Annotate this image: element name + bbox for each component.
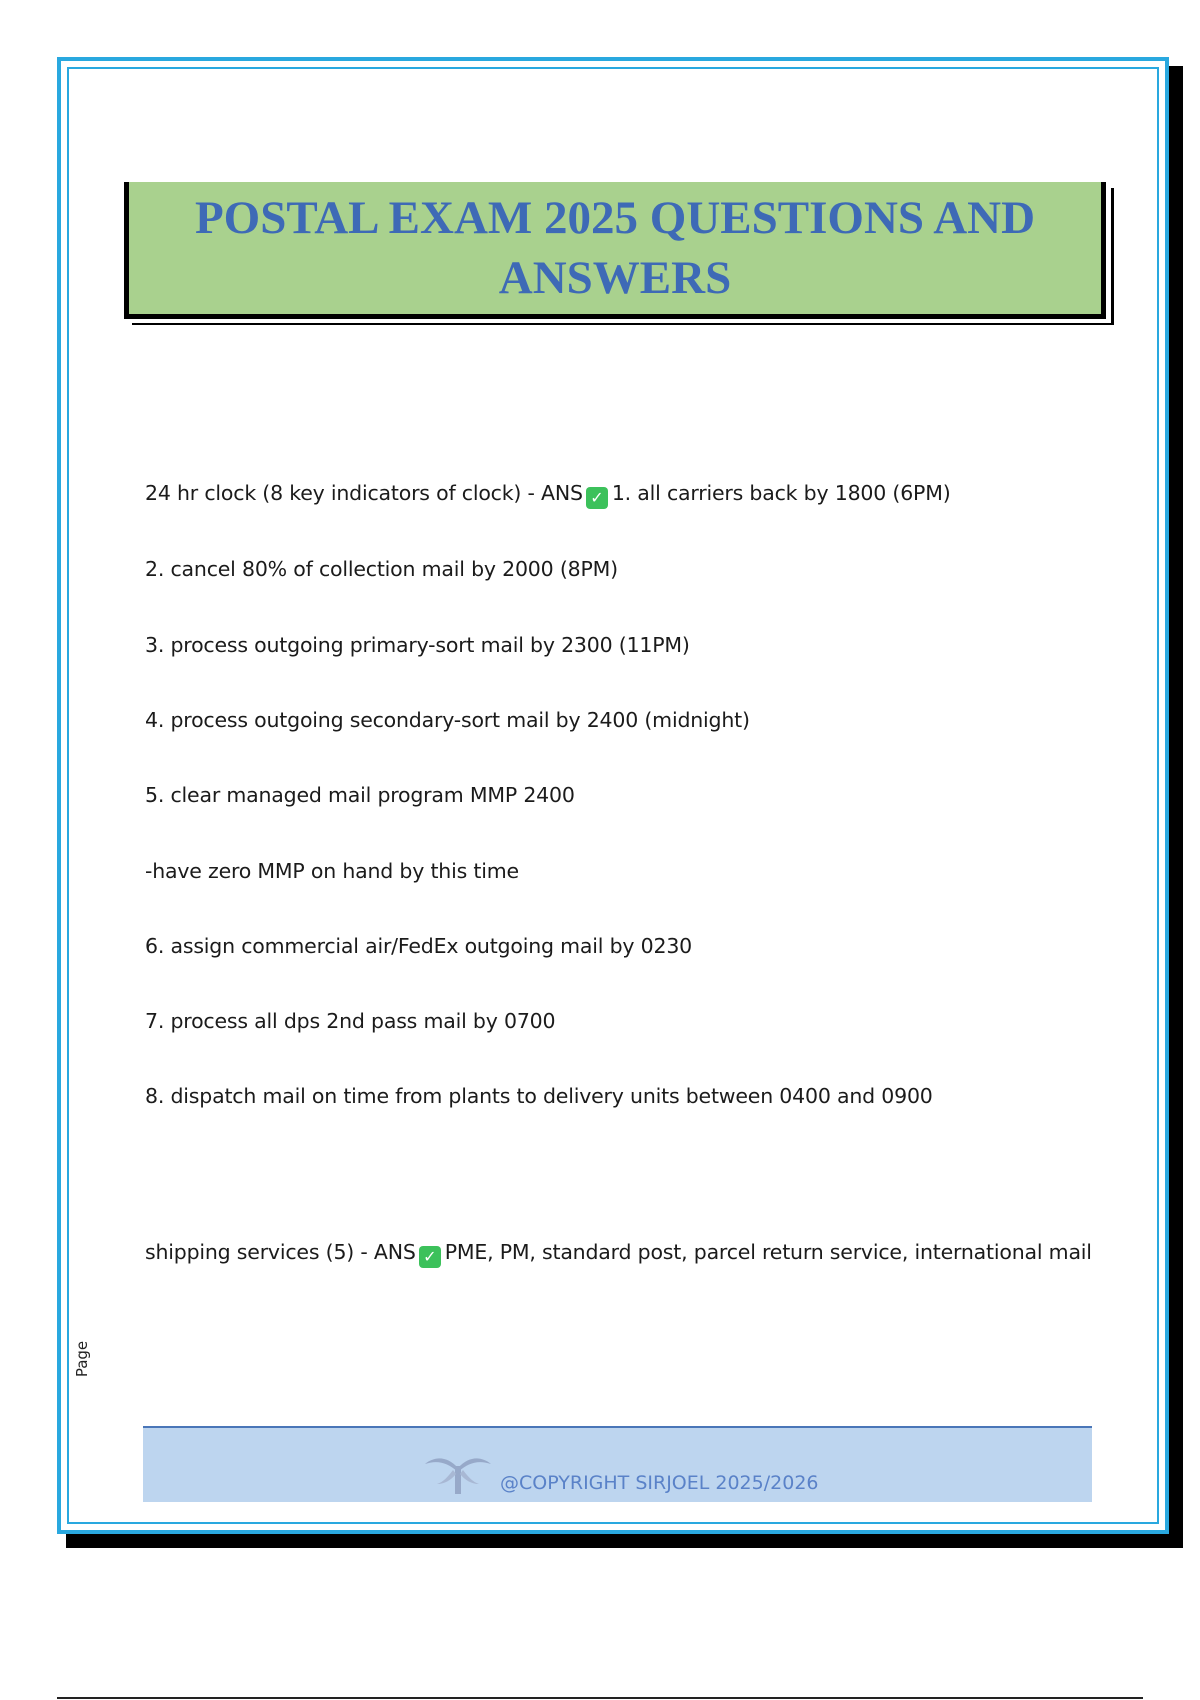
check-icon: ✓ [586, 487, 608, 509]
question-text: shipping services (5) - ANS [145, 1240, 416, 1264]
qa-line-10 [145, 1240, 1092, 1268]
qa-line-6: -have zero MMP on hand by this time [145, 859, 519, 883]
answer-text: PME, PM, standard post, parcel return service, international mail [444, 1240, 1092, 1264]
footer-banner [143, 1426, 1092, 1502]
check-icon: ✓ [419, 1246, 441, 1268]
page-number-label: Page [73, 1340, 91, 1378]
qa-line-2: 2. cancel 80% of collection mail by 2000 (8PM) [145, 557, 618, 581]
bottom-divider [57, 1697, 1143, 1699]
qa-line-8: 7. process all dps 2nd pass mail by 0700 [145, 1009, 556, 1033]
logo-icon [423, 1444, 493, 1496]
qa-line-5: 5. clear managed mail program MMP 2400 [145, 783, 575, 807]
page-title: POSTAL EXAM 2025 QUESTIONS AND ANSWERS [194, 192, 1036, 304]
qa-line-1 [145, 481, 951, 509]
qa-line-4: 4. process outgoing secondary-sort mail by 2400 (midnight) [145, 708, 750, 732]
qa-line-3: 3. process outgoing primary-sort mail by 2300 (11PM) [145, 633, 690, 657]
copyright-text: @COPYRIGHT SIRJOEL 2025/2026 [500, 1472, 819, 1494]
title-banner [124, 182, 1106, 319]
answer-text: 1. all carriers back by 1800 (6PM) [611, 481, 951, 505]
question-text: 24 hr clock (8 key indicators of clock) - ANS [145, 481, 583, 505]
qa-line-9: 8. dispatch mail on time from plants to delivery units between 0400 and 0900 [145, 1084, 933, 1108]
qa-line-7: 6. assign commercial air/FedEx outgoing mail by 0230 [145, 934, 693, 958]
